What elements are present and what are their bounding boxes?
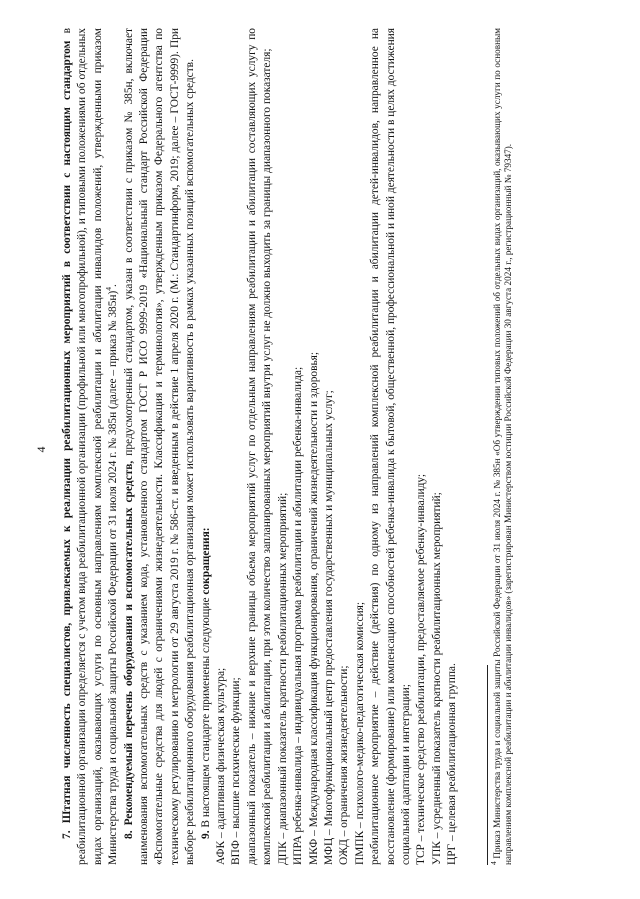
footnote: [488, 28, 515, 865]
list-item: МКФ – Международная классификация функционирования, ограничений жизнедеятельности и здоровья;: [307, 351, 320, 865]
section-7-number: 7.: [61, 830, 73, 839]
list-item: ИПРА ребенка-инвалида – индивидуальная программа реабилитации и абилитации ребенка-инвалида;: [292, 366, 305, 865]
footnote-divider: [487, 665, 488, 865]
list-item: ВПФ – высшие психические функции;: [230, 677, 243, 865]
list-item: ПМПК – психолого-медико-педагогическая комиссия;: [353, 601, 366, 865]
section-8-heading: Рекомендуемый перечень оборудования и вспомогательных средств,: [122, 460, 135, 826]
list-item: ТСР – техническое средство реабилитации, предоставляемое ребенку-инвалиду;: [415, 473, 428, 865]
section-9-paragraph: [199, 28, 214, 865]
section-7-text: в реабилитационной организации определяется с учетом вида реабилитационной организации (профильной или многопрофильной), и типовыми положениями об отдельных видах организаций, оказывающих услуги по основным направлениям комплексной реабилитации и абилитации инвалидов положений, утвержденными приказом Министерства труда и социальной защиты Российской Федерации от 31 июля 2024 г. № 385н (далее – приказ № 385н): [61, 28, 120, 865]
section-8-paragraph: [122, 28, 199, 865]
section-9-number: 9.: [199, 830, 212, 839]
list-item: АФК – адаптивная физическая культура;: [215, 667, 228, 865]
list-item: диапазонный показатель – нижние и верхние границы объема мероприятий услуг по отдельным направлениям реабилитации и абилитации составляющих услугу по комплексной реабилитации и абилитации, при этом количество запланированных мероприятий внутри услуг не должно выходить за границы диапазонного показателя;: [245, 28, 274, 865]
footnote-reference: 4: [104, 286, 114, 291]
section-7-paragraph: [60, 28, 122, 865]
section-8-text: предусмотренный стандартом, указан в соответствии с приказом № 385н, включает наименования вспомогательных средств с указанием кода, установленного стандартом ГОСТ Р ИСО 9999-2019 «Национальный стандарт Российской Федерации «Вспомогательные средства для людей с ограничениями жизнедеятельности. Классификация и терминология», утвержденным приказом Федерального агентства по техническому регулированию и метрологии от 29 августа 2019 г. № 586-ст. и введенным в действие 1 апреля 2020 г. (М.: Стандартинформ, 2019; далее – ГОСТ-9999). При выборе реабилитационного оборудования реабилитационная организация может использовать вариативность в рамках указанных позиций вспомогательных средств.: [122, 28, 197, 865]
section-8-number: 8.: [122, 830, 135, 839]
section-7-heading: Штатная численность специалистов, привлекаемых к реализации реабилитационных мероприятий в соответствии с настоящим стандартом: [61, 40, 73, 824]
list-item: УПК – усредненный показатель кратности реабилитационных мероприятий;: [430, 492, 443, 865]
abbreviation-list: [214, 28, 461, 865]
list-item: реабилитационное мероприятие – действие (действия) по одному из направлений комплексной реабилитации и абилитации детей-инвалидов, направленное на восстановление (формирование) или компенсацию способностей ребенка-инвалида к бытовой, общественной, профессиональной и иной деятельности в целях достижения социальной адаптации и интеграции;: [369, 28, 412, 865]
section-7-tail: .: [107, 284, 120, 287]
list-item: ЦРГ – целевая реабилитационная группа.: [446, 663, 459, 865]
page-number: 4: [34, 446, 48, 453]
section-9-heading: сокращения:: [199, 527, 212, 595]
footnote-text: Приказ Министерства труда и социальной защиты Российской Федерации от 31 июля 2024 г. № 385н «Об утверждении типовых положений об отдельных видах организаций, оказывающих услуги по основным направлениям комплексной реабилитации и абилитации инвалидов» (зарегистрирован Министерством юстиции Российской Федерации 30 августа 2024 г., регистрационный № 79347).: [491, 28, 514, 865]
footnote-marker: 4: [488, 861, 498, 865]
list-item: ОЖД – ограничения жизнедеятельности;: [338, 665, 351, 865]
list-item: МФЦ – Многофункциональный центр предоставления государственных и муниципальных услуг;: [322, 390, 335, 865]
list-item: ДПК – диапазонный показатель кратности реабилитационных мероприятий;: [276, 492, 289, 865]
section-9-text: В настоящем стандарте применены следующие: [199, 597, 212, 828]
